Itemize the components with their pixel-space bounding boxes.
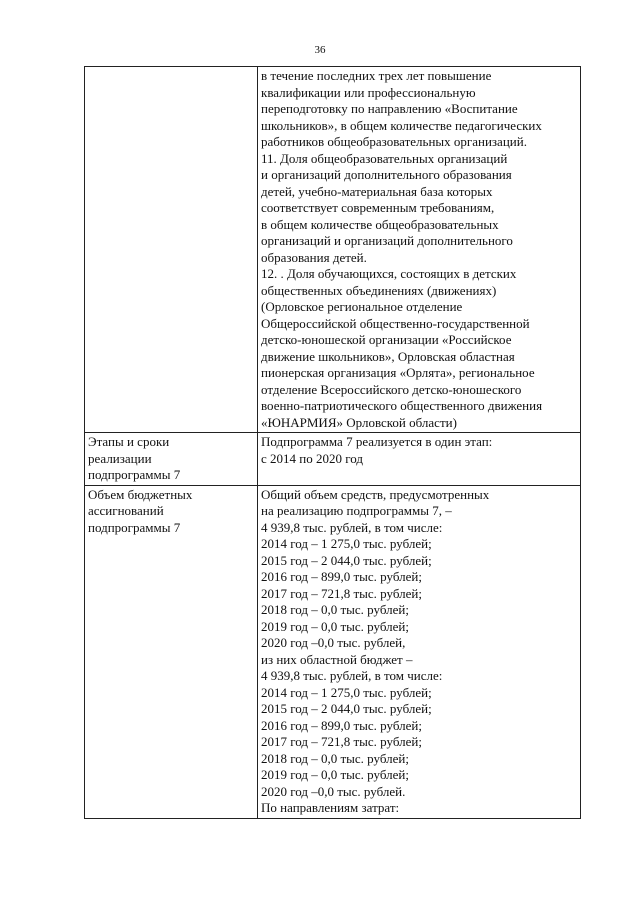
text-line: 4 939,8 тыс. рублей, в том числе: [261, 668, 443, 683]
text-line: и организаций дополнительного образования [261, 167, 512, 182]
text-line: подпрограммы 7 [88, 467, 181, 482]
text-line: организаций и организаций дополнительного [261, 233, 513, 248]
text-line: Общий объем средств, предусмотренных [261, 486, 490, 502]
text-line: 2017 год – 721,8 тыс. рублей; [261, 585, 422, 601]
text-line: реализации [88, 450, 152, 466]
text-line: движение школьников», Орловская областная [261, 348, 515, 364]
text-line: ассигнований [88, 503, 164, 518]
row-content-cell [258, 485, 581, 818]
table-row [85, 485, 581, 818]
table-row [85, 433, 581, 486]
table-row [85, 67, 581, 433]
text-line: 2020 год –0,0 тыс. рублей. [261, 783, 406, 799]
text-line: 2015 год – 2 044,0 тыс. рублей; [261, 701, 432, 716]
text-line: Подпрограмма 7 реализуется в один этап: [261, 434, 493, 449]
row-label-cell [85, 485, 258, 818]
text-line: По направлениям затрат: [261, 800, 400, 815]
text-line: 2014 год – 1 275,0 тыс. рублей; [261, 684, 432, 700]
text-line: «ЮНАРМИЯ» Орловской области) [261, 414, 457, 430]
text-line: 4 939,8 тыс. рублей, в том числе: [261, 519, 443, 535]
text-line: 11. Доля общеобразовательных организаций [261, 150, 508, 166]
text-line: образования детей. [261, 249, 367, 265]
text-line: 2019 год – 0,0 тыс. рублей; [261, 618, 409, 634]
text-line: работников общеобразовательных организаций. [261, 134, 527, 149]
passport-table [84, 66, 581, 819]
passport-table-body [85, 67, 581, 819]
text-line: в общем количестве общеобразовательных [261, 216, 499, 232]
text-line: переподготовку по направлению «Воспитание [261, 101, 518, 116]
text-line: 2019 год – 0,0 тыс. рублей; [261, 767, 409, 782]
text-line: военно-патриотического общественного движения [261, 398, 543, 413]
text-line: 2014 год – 1 275,0 тыс. рублей; [261, 536, 432, 551]
text-line: 12. . Доля обучающихся, состоящих в детских [261, 266, 517, 281]
text-line: детско-юношеской организации «Российское [261, 332, 512, 347]
text-line: соответствует современным требованиям, [261, 200, 495, 215]
text-line: на реализацию подпрограммы 7, – [261, 503, 452, 518]
text-line: общественных объединениях (движениях) [261, 282, 497, 298]
text-line: 2016 год – 899,0 тыс. рублей; [261, 569, 422, 584]
text-line: Объем бюджетных [88, 486, 193, 502]
text-line: отделение Всероссийского детско-юношеского [261, 381, 522, 397]
row-label-cell [85, 67, 258, 433]
text-line: школьников», в общем количестве педагогических [261, 117, 542, 133]
text-line: подпрограммы 7 [88, 519, 181, 535]
text-line: в течение последних трех лет повышение [261, 68, 492, 83]
text-line: 2015 год – 2 044,0 тыс. рублей; [261, 552, 432, 568]
text-line: 2020 год –0,0 тыс. рублей, [261, 635, 406, 650]
row-content-cell [258, 67, 581, 433]
text-line: пионерская организация «Орлята», региональное [261, 365, 535, 380]
text-line: квалификации или профессиональную [261, 84, 476, 100]
text-line: 2016 год – 899,0 тыс. рублей; [261, 717, 422, 733]
text-line: 2018 год – 0,0 тыс. рублей; [261, 602, 409, 617]
row-label-cell [85, 433, 258, 486]
page-number: 36 [314, 44, 326, 56]
text-line: с 2014 по 2020 год [261, 450, 363, 466]
text-line: (Орловское региональное отделение [261, 299, 463, 314]
row-content-cell [258, 433, 581, 486]
text-line: Этапы и сроки [88, 434, 170, 449]
text-line: детей, учебно-материальная база которых [261, 183, 493, 199]
text-line: 2017 год – 721,8 тыс. рублей; [261, 734, 422, 749]
text-line: Общероссийской общественно-государственной [261, 315, 530, 331]
text-line: из них областной бюджет – [261, 651, 413, 667]
text-line: 2018 год – 0,0 тыс. рублей; [261, 750, 409, 766]
